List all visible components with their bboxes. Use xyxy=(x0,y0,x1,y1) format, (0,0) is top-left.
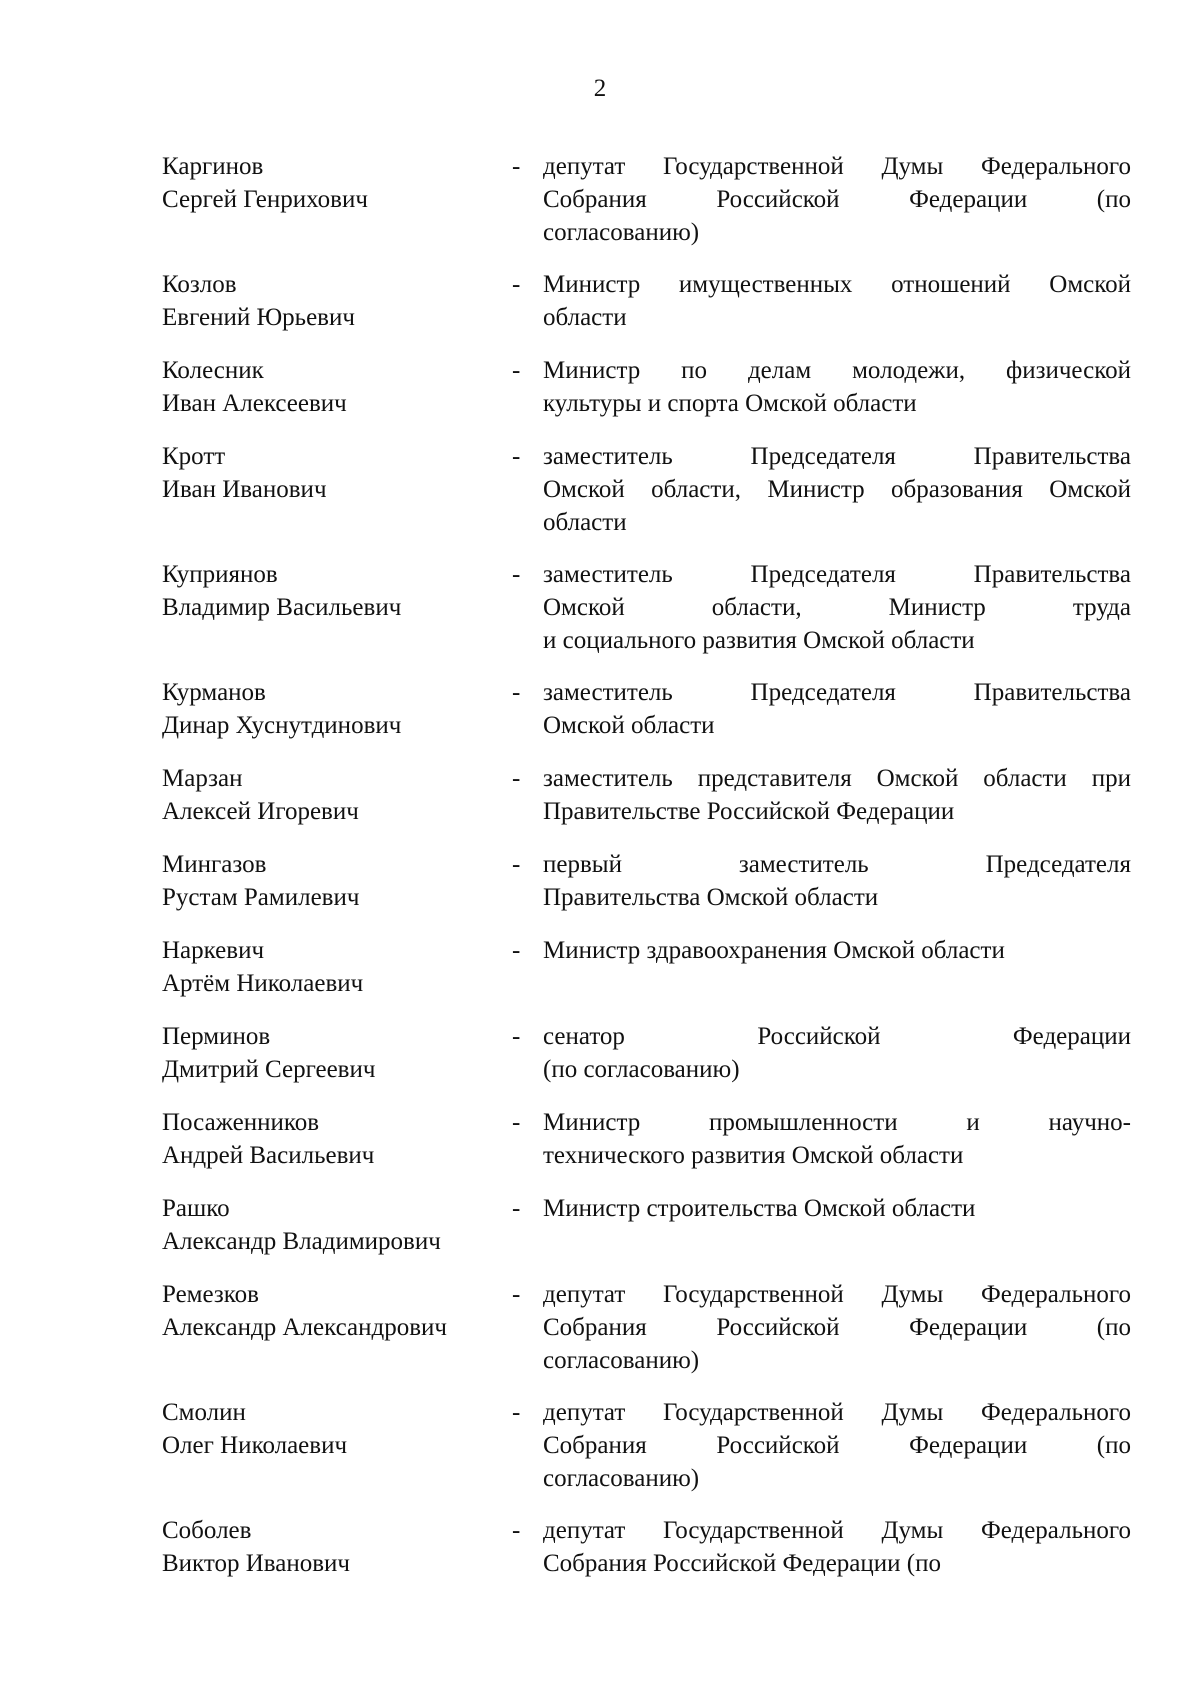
position-line: заместитель Председателя Правительства xyxy=(543,443,1131,470)
member-name xyxy=(162,1192,522,1258)
member-name xyxy=(162,1020,522,1086)
separator-dash: - xyxy=(512,1281,521,1308)
member-surname: Курманов xyxy=(162,679,266,706)
member-surname: Соболев xyxy=(162,1517,252,1544)
member-position xyxy=(543,440,1131,539)
member-given-name: Евгений Юрьевич xyxy=(162,304,355,331)
member-given-name: Владимир Васильевич xyxy=(162,594,402,621)
member-position xyxy=(543,1106,1131,1172)
position-line: депутат Государственной Думы Федерального xyxy=(543,1399,1131,1426)
position-line: области xyxy=(543,304,627,331)
member-given-name: Иван Иванович xyxy=(162,476,327,503)
member-given-name: Динар Хуснутдинович xyxy=(162,712,402,739)
member-name xyxy=(162,268,522,334)
separator-dash: - xyxy=(512,679,521,706)
member-name xyxy=(162,848,522,914)
position-line: депутат Государственной Думы Федерального xyxy=(543,1281,1131,1308)
separator-dash: - xyxy=(512,561,521,588)
member-position xyxy=(543,354,1131,420)
separator-dash: - xyxy=(512,443,521,470)
member-surname: Каргинов xyxy=(162,153,264,180)
position-line: Омской области xyxy=(543,712,715,739)
member-name xyxy=(162,558,522,624)
member-name xyxy=(162,1514,522,1580)
member-position xyxy=(543,558,1131,657)
member-given-name: Рустам Рамилевич xyxy=(162,884,360,911)
position-line: согласованию) xyxy=(543,219,700,246)
member-position xyxy=(543,1192,1131,1225)
position-line: Министр имущественных отношений Омской xyxy=(543,271,1131,298)
member-position xyxy=(543,1278,1131,1377)
member-name xyxy=(162,762,522,828)
position-line: Министр промышленности и научно- xyxy=(543,1109,1131,1136)
member-position xyxy=(543,762,1131,828)
position-line: заместитель Председателя Правительства xyxy=(543,561,1131,588)
member-position xyxy=(543,268,1131,334)
separator-dash: - xyxy=(512,937,521,964)
position-line: Собрания Российской Федерации (по xyxy=(543,1314,1131,1341)
member-surname: Рашко xyxy=(162,1195,230,1222)
member-given-name: Иван Алексеевич xyxy=(162,390,347,417)
position-line: Правительстве Российской Федерации xyxy=(543,798,955,825)
member-position xyxy=(543,1396,1131,1495)
member-name xyxy=(162,1278,522,1344)
separator-dash: - xyxy=(512,1399,521,1426)
member-given-name: Алексей Игоревич xyxy=(162,798,359,825)
member-given-name: Виктор Иванович xyxy=(162,1550,350,1577)
position-line: заместитель представителя Омской области при xyxy=(543,765,1131,792)
member-given-name: Артём Николаевич xyxy=(162,970,364,997)
member-name xyxy=(162,934,522,1000)
member-surname: Наркевич xyxy=(162,937,265,964)
member-surname: Козлов xyxy=(162,271,237,298)
position-line: Собрания Российской Федерации (по xyxy=(543,1550,941,1577)
member-position xyxy=(543,848,1131,914)
member-position xyxy=(543,1514,1131,1580)
separator-dash: - xyxy=(512,1109,521,1136)
member-given-name: Сергей Генрихович xyxy=(162,186,368,213)
position-line: первый заместитель Председателя xyxy=(543,851,1131,878)
member-position xyxy=(543,676,1131,742)
member-given-name: Дмитрий Сергеевич xyxy=(162,1056,376,1083)
position-line: заместитель Председателя Правительства xyxy=(543,679,1131,706)
member-position xyxy=(543,150,1131,249)
position-line: области xyxy=(543,509,627,536)
member-position xyxy=(543,934,1131,967)
member-surname: Мингазов xyxy=(162,851,267,878)
separator-dash: - xyxy=(512,357,521,384)
position-line: культуры и спорта Омской области xyxy=(543,390,917,417)
member-surname: Посаженников xyxy=(162,1109,320,1136)
member-name xyxy=(162,440,522,506)
position-line: Омской области, Министр образования Омской xyxy=(543,476,1131,503)
position-line: Правительства Омской области xyxy=(543,884,879,911)
member-surname: Смолин xyxy=(162,1399,246,1426)
member-surname: Колесник xyxy=(162,357,264,384)
member-surname: Марзан xyxy=(162,765,243,792)
position-line: технического развития Омской области xyxy=(543,1142,964,1169)
member-position xyxy=(543,1020,1131,1086)
member-name xyxy=(162,354,522,420)
position-line: Омской области, Министр труда xyxy=(543,594,1131,621)
member-given-name: Андрей Васильевич xyxy=(162,1142,375,1169)
position-line: депутат Государственной Думы Федерального xyxy=(543,153,1131,180)
member-surname: Кротт xyxy=(162,443,226,470)
separator-dash: - xyxy=(512,1195,521,1222)
member-surname: Перминов xyxy=(162,1023,271,1050)
position-line: Министр по делам молодежи, физической xyxy=(543,357,1131,384)
member-surname: Куприянов xyxy=(162,561,278,588)
position-line: Министр строительства Омской области xyxy=(543,1195,976,1222)
position-line: Собрания Российской Федерации (по xyxy=(543,186,1131,213)
position-line: (по согласованию) xyxy=(543,1056,740,1083)
separator-dash: - xyxy=(512,271,521,298)
position-line: Министр здравоохранения Омской области xyxy=(543,937,1005,964)
member-given-name: Александр Александрович xyxy=(162,1314,447,1341)
member-name xyxy=(162,1106,522,1172)
member-surname: Ремезков xyxy=(162,1281,259,1308)
position-line: сенатор Российской Федерации xyxy=(543,1023,1131,1050)
member-given-name: Александр Владимирович xyxy=(162,1228,441,1255)
position-line: согласованию) xyxy=(543,1465,700,1492)
position-line: Собрания Российской Федерации (по xyxy=(543,1432,1131,1459)
position-line: согласованию) xyxy=(543,1347,700,1374)
separator-dash: - xyxy=(512,153,521,180)
separator-dash: - xyxy=(512,765,521,792)
page-number: 2 xyxy=(593,75,607,102)
position-line: депутат Государственной Думы Федерального xyxy=(543,1517,1131,1544)
position-line: и социального развития Омской области xyxy=(543,627,975,654)
separator-dash: - xyxy=(512,851,521,878)
member-name xyxy=(162,676,522,742)
member-name xyxy=(162,1396,522,1462)
separator-dash: - xyxy=(512,1023,521,1050)
member-name xyxy=(162,150,522,216)
member-given-name: Олег Николаевич xyxy=(162,1432,348,1459)
separator-dash: - xyxy=(512,1517,521,1544)
